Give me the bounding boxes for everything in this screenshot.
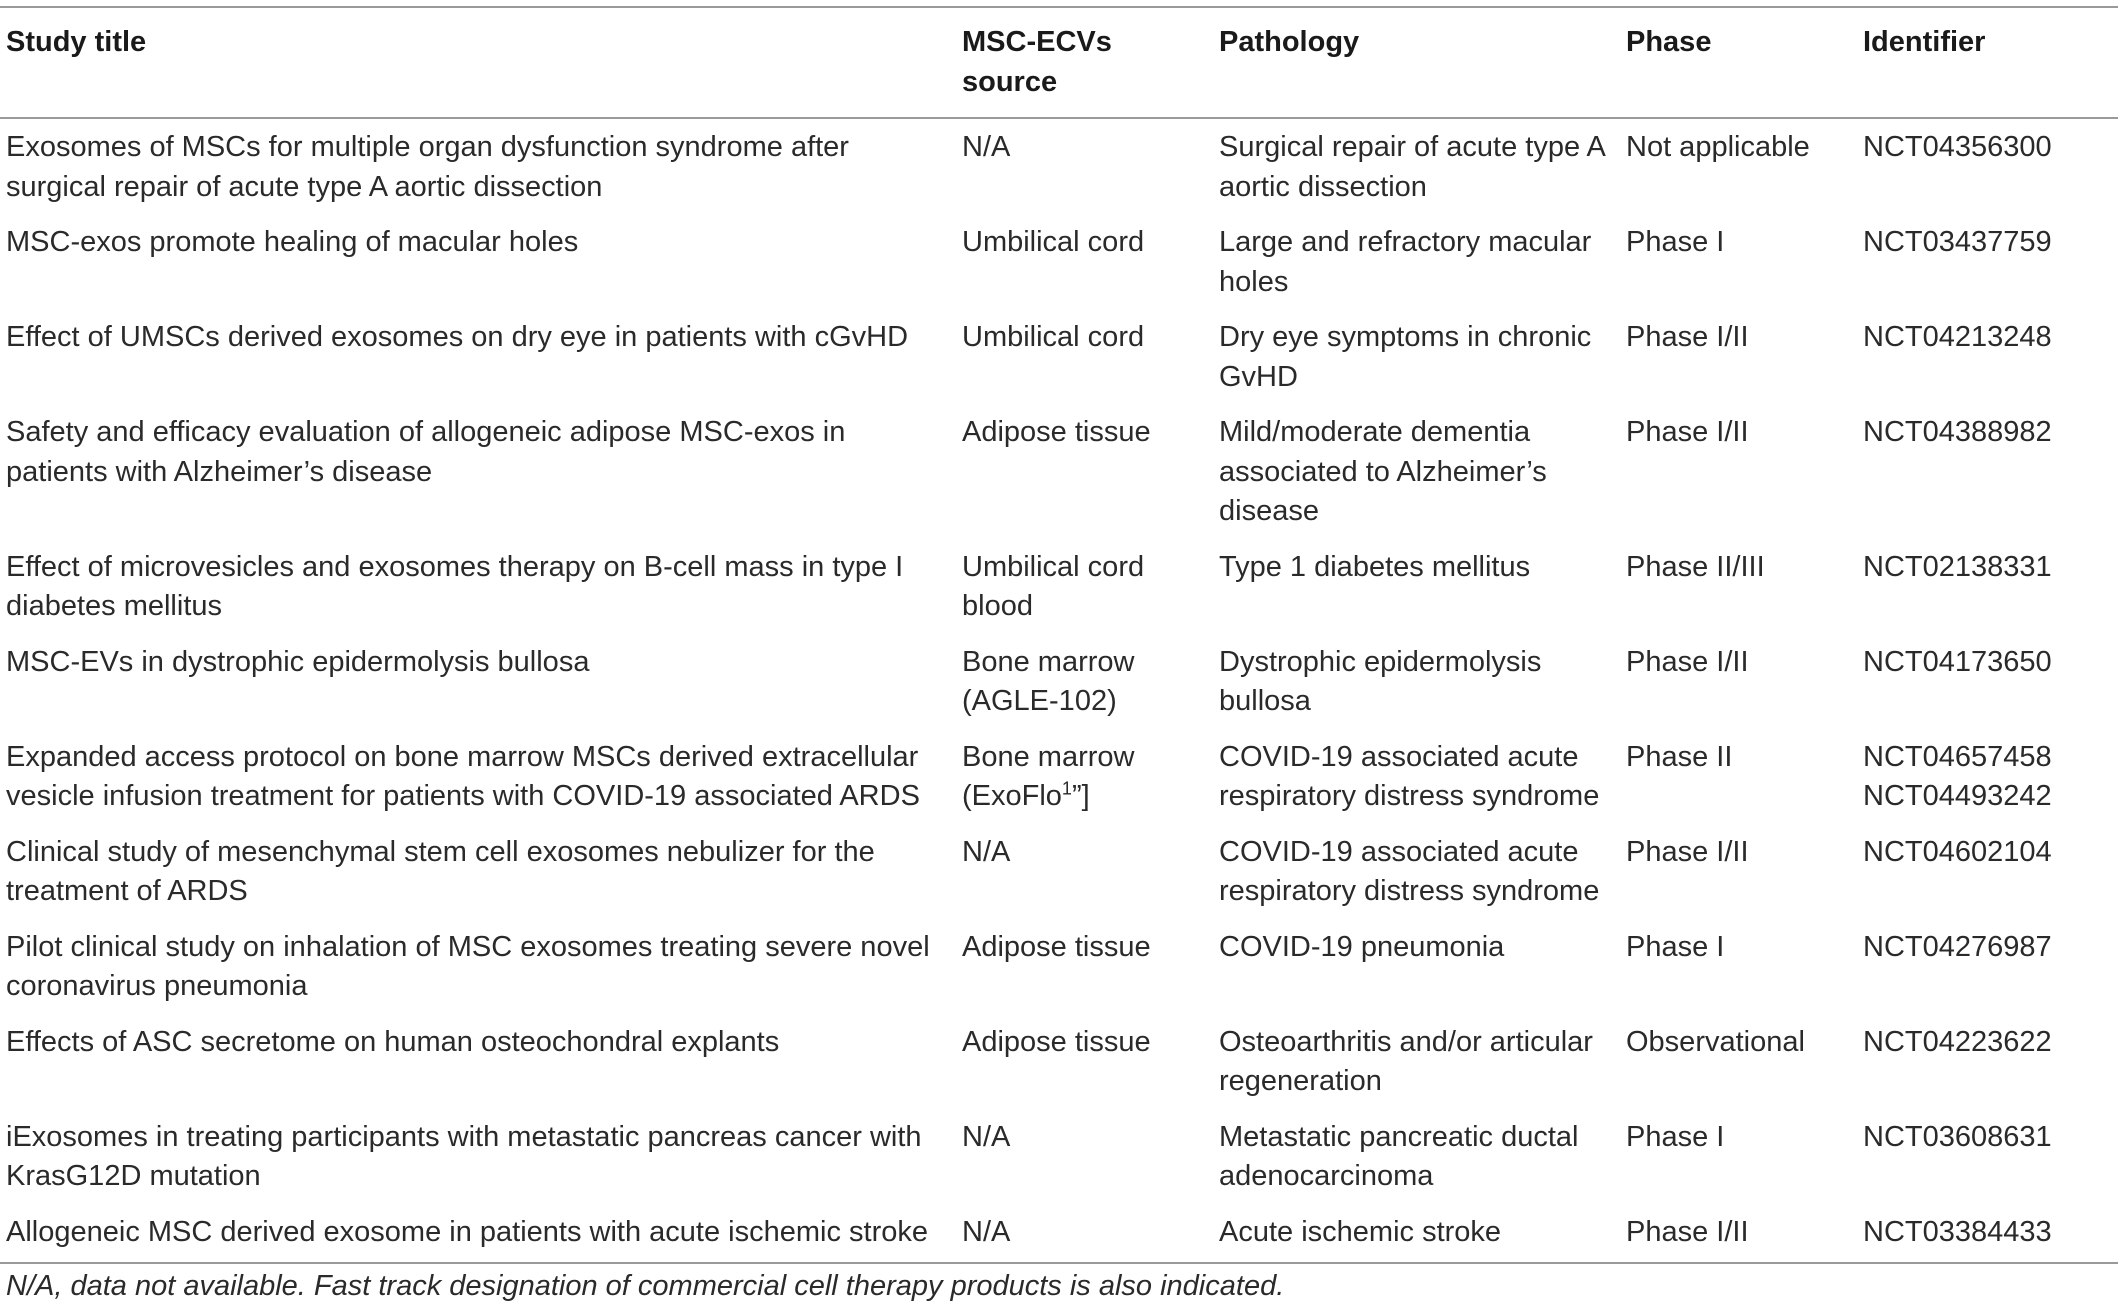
table-row [0,118,2118,214]
cell-pathology: Acute ischemic stroke [1219,1215,1502,1248]
cell-source: N/A [962,1215,1011,1248]
cell-source: Umbilical cord [962,321,1145,353]
cell-pathology: Large and refractory macular holes [1219,226,1592,298]
cell-phase: Phase I/II [1626,416,1749,448]
cell-pathology: COVID-19 pneumonia [1219,930,1505,963]
cell-phase: Phase II/III [1626,550,1765,583]
source-line [962,777,1207,817]
table-row [0,729,2118,824]
header-msc-ecvs-source: MSC-ECVs source [962,26,1112,98]
cell-study-title: Effect of UMSCs derived exosomes on dry eye in patients with cGvHD [6,321,909,353]
cell-identifier: NCT04213248 [1863,321,2052,353]
cell-pathology: Dystrophic epidermolysis bullosa [1219,645,1542,717]
cell-phase: Phase I/II [1626,835,1749,868]
table-footnote: N/A, data not available. Fast track designation of commercial cell therapy products is also indicated. [6,1270,1285,1302]
source-line: Bone marrow [962,740,1135,773]
cell-source: N/A [962,131,1011,163]
footnote-marker: 1 [1061,778,1072,799]
cell-study-title: Effects of ASC secretome on human osteochondral explants [6,1025,780,1058]
cell-phase: Observational [1626,1025,1805,1058]
source-product-suffix: ”] [1071,780,1090,812]
cell-source: Umbilical cord blood [962,550,1145,622]
table-row [0,539,2118,634]
table-row [0,634,2118,729]
cell-source: Bone marrow (AGLE-102) [962,645,1135,717]
header-phase: Phase [1626,26,1712,58]
cell-pathology: Dry eye symptoms in chronic GvHD [1219,321,1592,393]
table-row [0,404,2118,539]
header-study-title: Study title [6,26,147,58]
cell-study-title: Exosomes of MSCs for multiple organ dysfunction syndrome after surgical repair of acute type A aortic dissection [6,131,849,203]
cell-study-title: MSC-EVs in dystrophic epidermolysis bullosa [6,645,590,678]
cell-phase: Phase I/II [1626,645,1749,678]
cell-study-title: Expanded access protocol on bone marrow MSCs derived extracellular vesicle infusion treatment for patients with COVID-19 associated ARDS [6,740,920,812]
header-pathology: Pathology [1219,26,1360,58]
cell-study-title: Clinical study of mesenchymal stem cell exosomes nebulizer for the treatment of ARDS [6,835,875,907]
source-product-name: (ExoFlo [962,780,1062,812]
cell-source: Adipose tissue [962,930,1151,963]
table-row [0,824,2118,919]
cell-identifier [1857,729,2118,824]
clinical-trials-table [0,6,2118,1264]
cell-identifier: NCT04223622 [1863,1025,2052,1058]
cell-phase: Phase I/II [1626,321,1749,353]
cell-source: N/A [962,1120,1011,1153]
header-row [0,7,2118,118]
cell-study-title: Allogeneic MSC derived exosome in patients with acute ischemic stroke [6,1215,928,1248]
cell-pathology: Surgical repair of acute type A aortic dissection [1219,131,1605,203]
cell-source: N/A [962,835,1011,868]
cell-pathology: Metastatic pancreatic ductal adenocarcinoma [1219,1120,1579,1192]
header-identifier: Identifier [1863,26,1986,58]
cell-identifier: NCT03384433 [1863,1215,2052,1248]
cell-identifier: NCT04276987 [1863,930,2052,963]
cell-source: Adipose tissue [962,1025,1151,1058]
cell-pathology: COVID-19 associated acute respiratory distress syndrome [1219,740,1600,812]
table-row [0,1204,2118,1264]
identifier-line: NCT04657458 [1863,740,2052,773]
cell-phase: Phase I [1626,226,1725,258]
cell-identifier: NCT03437759 [1863,226,2052,258]
cell-pathology: Type 1 diabetes mellitus [1219,550,1531,583]
table-row [0,309,2118,404]
cell-identifier: NCT02138331 [1863,550,2052,583]
table-body [0,118,2118,1263]
clinical-trials-table-container [0,6,2118,1264]
cell-phase: Phase I [1626,1120,1725,1153]
cell-pathology: Mild/moderate dementia associated to Alzheimer’s disease [1219,416,1547,527]
cell-phase: Not applicable [1626,131,1810,163]
cell-study-title: Effect of microvesicles and exosomes therapy on B-cell mass in type I diabetes mellitus [6,550,904,622]
cell-pathology: COVID-19 associated acute respiratory distress syndrome [1219,835,1600,907]
cell-identifier: NCT04173650 [1863,645,2052,678]
cell-phase: Phase I/II [1626,1215,1749,1248]
cell-source [956,729,1213,824]
cell-pathology: Osteoarthritis and/or articular regeneration [1219,1025,1593,1097]
identifier-line: NCT04493242 [1863,780,2052,812]
cell-source: Umbilical cord [962,226,1145,258]
cell-identifier: NCT04356300 [1863,131,2052,163]
cell-phase: Phase I [1626,930,1725,963]
cell-study-title: Pilot clinical study on inhalation of MSC exosomes treating severe novel coronavirus pneumonia [6,930,930,1002]
cell-phase: Phase II [1626,740,1733,773]
cell-identifier: NCT04602104 [1863,835,2052,868]
cell-source: Adipose tissue [962,416,1151,448]
cell-study-title: Safety and efficacy evaluation of allogeneic adipose MSC-exos in patients with Alzheimer’s disease [6,416,846,488]
table-row [0,919,2118,1014]
table-row [0,1109,2118,1204]
table-row [0,214,2118,309]
cell-identifier: NCT04388982 [1863,416,2052,448]
table-header [0,7,2118,118]
cell-identifier: NCT03608631 [1863,1120,2052,1153]
cell-study-title: MSC-exos promote healing of macular holes [6,226,579,258]
cell-study-title: iExosomes in treating participants with metastatic pancreas cancer with KrasG12D mutation [6,1120,922,1192]
table-row [0,1014,2118,1109]
